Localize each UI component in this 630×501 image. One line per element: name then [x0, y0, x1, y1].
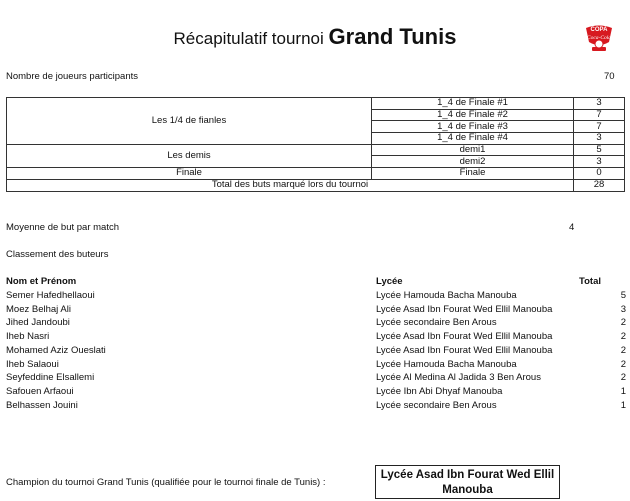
copa-cup-icon: [582, 22, 616, 54]
scorer-school: Lycée Hamouda Bacha Manouba: [376, 358, 517, 370]
scorer-name: Semer Hafedhellaoui: [6, 290, 95, 301]
semi-2-goals: 3: [574, 156, 625, 168]
semi-1-goals: 5: [574, 144, 625, 156]
title-prefix: Récapitulatif tournoi: [173, 29, 324, 48]
quarter-1-goals: 3: [574, 98, 625, 110]
scorer-school: Lycée secondaire Ben Arous: [376, 317, 497, 329]
scorer-total: 2: [620, 344, 626, 356]
ranking-title: Classement des buteurs: [6, 249, 109, 260]
logo-text: COPA: [590, 27, 608, 33]
scorer-total: 2: [620, 331, 626, 343]
copa-logo: [582, 22, 616, 54]
scorer-names: [6, 289, 366, 412]
scorer-total: 2: [620, 372, 626, 384]
scorer-name: Iheb Nasri: [6, 331, 50, 343]
total-label: Total des buts marqué lors du tournoi: [7, 179, 574, 191]
scorer-school: Lycée Al Medina Al Jadida 3 Ben Arous: [376, 372, 541, 384]
scorer-school: Lycée Asad Ibn Fourat Wed Ellil Manouba: [376, 303, 553, 315]
scorer-name: Mohamed Aziz Oueslati: [6, 344, 106, 356]
scorer-name: Safouen Arfaoui: [6, 385, 74, 397]
participants-value: 70: [604, 71, 615, 82]
scorer-totals: [600, 289, 626, 412]
scorer-school: Lycée Ibn Abi Dhyaf Manouba: [376, 385, 503, 397]
scorer-school: Lycée Hamouda Bacha Manouba: [376, 290, 517, 301]
participants-label: Nombre de joueurs participants: [6, 71, 139, 82]
champion-label: Champion du tournoi Grand Tunis (qualifiée pour le tournoi finale de Tunis) :: [6, 477, 326, 488]
scorer-school: Lycée secondaire Ben Arous: [376, 399, 497, 411]
semi-2-name: demi2: [372, 156, 574, 168]
quarter-4-name: 1_4 de Finale #4: [372, 133, 574, 145]
scorer-name: Jihed Jandoubi: [6, 317, 70, 329]
semi-1-name: demi1: [372, 144, 574, 156]
total-value: 28: [574, 179, 625, 191]
scorer-total: 1: [620, 385, 626, 397]
header-school: Lycée: [376, 276, 403, 287]
scorer-name: Iheb Salaoui: [6, 358, 59, 370]
header-total: Total: [579, 276, 601, 287]
results-table: [6, 97, 625, 192]
scorer-total: 2: [620, 358, 626, 370]
header-name: Nom et Prénom: [6, 276, 77, 287]
final-goals: 0: [574, 168, 625, 180]
scorer-school: Lycée Asad Ibn Fourat Wed Ellil Manouba: [376, 331, 553, 343]
quarter-2-name: 1_4 de Finale #2: [372, 109, 574, 121]
scorer-total: 3: [620, 303, 626, 315]
page-title: [0, 24, 630, 50]
quarter-3-goals: 7: [574, 121, 625, 133]
average-value: 4: [569, 222, 575, 233]
quarter-label: Les 1/4 de fianles: [7, 98, 372, 145]
scorer-total: 2: [620, 317, 626, 329]
quarter-3-name: 1_4 de Finale #3: [372, 121, 574, 133]
scorer-school: Lycée Asad Ibn Fourat Wed Ellil Manouba: [376, 344, 553, 356]
scorer-total: 5: [620, 290, 626, 301]
champion-line2: Manouba: [442, 484, 493, 496]
final-name: Finale: [372, 168, 574, 180]
scorer-name: Seyfeddine Elsallemi: [6, 372, 95, 384]
quarter-4-goals: 3: [574, 133, 625, 145]
scorer-name: Moez Belhaj Ali: [6, 303, 71, 315]
quarter-1-name: 1_4 de Finale #1: [372, 98, 574, 110]
champion-line1: Lycée Asad Ibn Fourat Wed Ellil: [380, 469, 555, 481]
title-bold: Grand Tunis: [328, 24, 457, 49]
scorer-schools: [376, 289, 596, 412]
scorer-name: Belhassen Jouini: [6, 399, 78, 411]
final-label: Finale: [7, 168, 372, 180]
semi-label: Les demis: [7, 144, 372, 167]
average-label: Moyenne de but par match: [6, 222, 120, 233]
scorer-total: 1: [620, 399, 626, 411]
quarter-2-goals: 7: [574, 109, 625, 121]
logo-brand: Coca-Cola: [586, 35, 612, 41]
champion-box: [375, 465, 560, 499]
